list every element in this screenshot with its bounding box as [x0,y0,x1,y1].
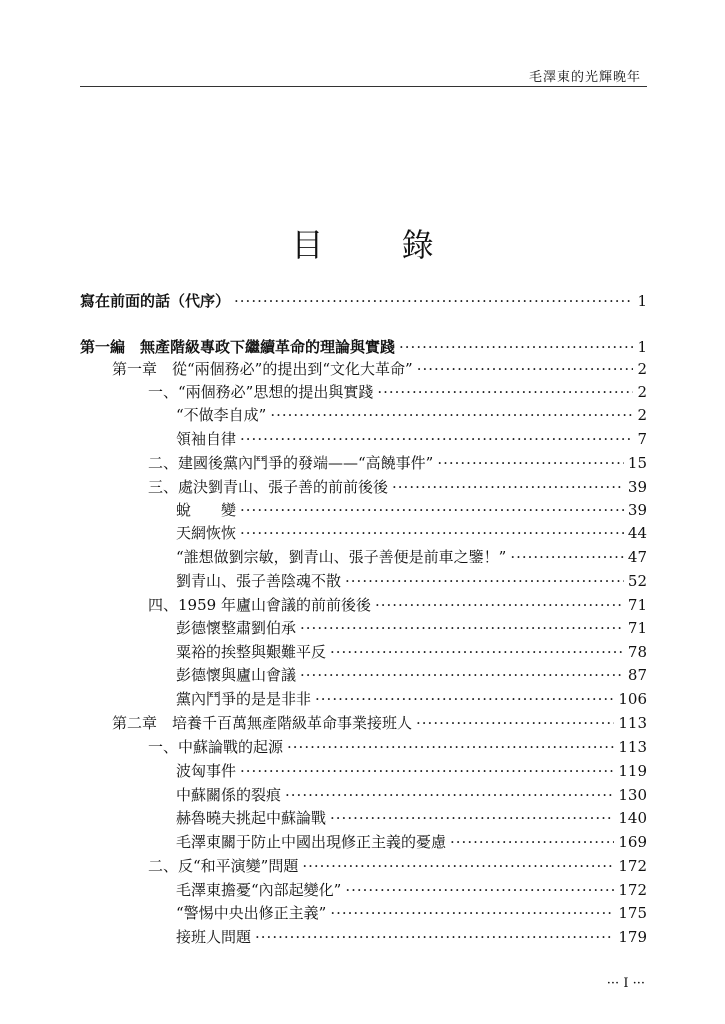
toc-entry[interactable] [80,570,647,593]
toc-entry[interactable] [80,879,647,902]
toc-entry-page: 119 [618,762,647,780]
page-folio: ··· I ··· [606,976,645,991]
toc-entry-page: 175 [618,904,647,922]
toc-entry-page: 172 [618,881,647,899]
toc-entry-page: 87 [627,666,647,684]
toc-entry-page: 130 [618,786,647,804]
toc-entry-title: 毛澤東關于防止中國出現修正主義的憂慮 [176,833,447,851]
toc-entry-title: 天網恢恢 [176,524,237,542]
dot-leader [300,619,624,637]
toc-entry[interactable] [80,290,647,313]
toc-entry-title: 寫在前面的話（代序） [80,292,231,310]
dot-leader [302,857,614,875]
toc-entry-title: 黨內鬥爭的是是非非 [176,690,312,708]
toc-entry-page: 2 [637,406,647,424]
toc-entry[interactable] [80,712,647,735]
running-header: 毛澤東的光輝晚年 [528,70,641,85]
toc-entry-title: 三、處決劉青山、張子善的前前後後 [148,478,389,496]
toc-entry-title: 接班人問題 [176,928,252,946]
dot-leader [287,738,614,756]
toc-entry[interactable] [80,855,647,878]
toc-entry-page: 71 [627,596,647,614]
toc-entry[interactable] [80,807,647,830]
toc-entry-title: 劉青山、張子善陰魂不散 [176,572,342,590]
toc-entry-page: 15 [627,454,647,472]
toc-entry-page: 44 [627,524,647,542]
toc-entry[interactable] [80,404,647,427]
dot-leader [240,501,624,519]
toc-entry-page: 179 [618,928,647,946]
toc-entry-page: 39 [627,501,647,519]
toc-entry[interactable] [80,358,647,381]
toc-entry-page: 71 [627,619,647,637]
toc-entry-page: 106 [618,690,647,708]
toc-entry-page: 2 [637,360,647,378]
toc-entry[interactable] [80,736,647,759]
toc-entry[interactable] [80,546,647,569]
toc-entry[interactable] [80,926,647,949]
dot-leader [315,690,614,708]
dot-leader [437,454,624,472]
toc-entry-page: 1 [637,292,647,310]
dot-leader [240,762,614,780]
dot-leader [399,338,633,356]
toc-entry-title: 中蘇關係的裂痕 [176,786,282,804]
toc-entry[interactable] [80,476,647,499]
toc-entry-page: 47 [627,548,647,566]
toc-entry-title: 二、反“和平演變”問題 [148,857,299,875]
toc-entry[interactable] [80,784,647,807]
toc-entry-title: 彭德懷整肅劉伯承 [176,619,297,637]
dot-leader [270,406,633,424]
toc-entry-title: 波匈事件 [176,762,237,780]
toc-entry[interactable] [80,641,647,664]
dot-leader [375,596,624,614]
toc-entry-page: 113 [618,738,647,756]
toc-entry-title: 領袖自律 [176,430,237,448]
dot-leader [345,572,624,590]
page-title: 目 錄 [291,226,468,264]
toc-entry-page: 140 [618,809,647,827]
dot-leader [330,809,614,827]
dot-leader [240,430,633,448]
toc-entry[interactable] [80,617,647,640]
toc-entry-title: 第一章 從“兩個務必”的提出到“文化大革命” [112,360,413,378]
toc-entry-page: 2 [637,383,647,401]
toc-entry[interactable] [80,760,647,783]
dot-leader [300,666,624,684]
toc-entry-title: 蛻 變 [176,501,237,519]
toc-entry-title: “不做李自成” [176,406,267,424]
toc-entry[interactable] [80,428,647,451]
dot-leader [330,904,614,922]
toc-entry[interactable] [80,688,647,711]
toc-entry-title: 一、中蘇論戰的起源 [148,738,284,756]
dot-leader [285,786,614,804]
toc-entry-title: “警惕中央出修正主義” [176,904,327,922]
toc-entry-page: 172 [618,857,647,875]
toc-entry-page: 1 [637,338,647,356]
toc-entry[interactable] [80,522,647,545]
dot-leader [345,881,614,899]
toc-entry[interactable] [80,452,647,475]
toc-entry-title: 第二章 培養千百萬無產階級革命事業接班人 [112,714,413,732]
dot-leader [416,714,614,732]
toc-entry-title: 赫魯曉夫挑起中蘇論戰 [176,809,327,827]
dot-leader [417,360,634,378]
toc-entry[interactable] [80,664,647,687]
dot-leader [240,524,624,542]
toc-entry-page: 7 [637,430,647,448]
toc-entry-page: 78 [627,643,647,661]
dot-leader [377,383,633,401]
dot-leader [392,478,624,496]
toc-entry-title: 第一編 無產階級專政下繼續革命的理論與實踐 [80,338,396,356]
toc-entry-page: 39 [627,478,647,496]
header-rule [80,86,647,87]
toc-entry-title: 彭德懷與廬山會議 [176,666,297,684]
dot-leader [450,833,614,851]
toc-entry[interactable] [80,902,647,925]
toc-entry-title: “誰想做劉宗敏，劉青山、張子善便是前車之鑒！” [176,548,507,566]
dot-leader [234,292,633,310]
toc-entry-title: 毛澤東擔憂“內部起變化” [176,881,342,899]
dot-leader [510,548,624,566]
dot-leader [255,928,614,946]
toc-entry[interactable] [80,381,647,404]
toc-entry-title: 四、1959 年廬山會議的前前後後 [148,596,371,614]
toc-entry-title: 二、建國後黨內鬥爭的發端——“高饒事件” [148,454,434,472]
toc-entry[interactable] [80,831,647,854]
toc-entry[interactable] [80,499,647,522]
toc-entry-page: 113 [618,714,647,732]
toc-entry-title: 一、“兩個務必”思想的提出與實踐 [148,383,374,401]
toc-entry-page: 169 [618,833,647,851]
toc-entry-page: 52 [627,572,647,590]
toc-entry[interactable] [80,336,647,359]
dot-leader [330,643,624,661]
toc-entry[interactable] [80,594,647,617]
toc-entry-title: 粟裕的挨整與艱難平反 [176,643,327,661]
